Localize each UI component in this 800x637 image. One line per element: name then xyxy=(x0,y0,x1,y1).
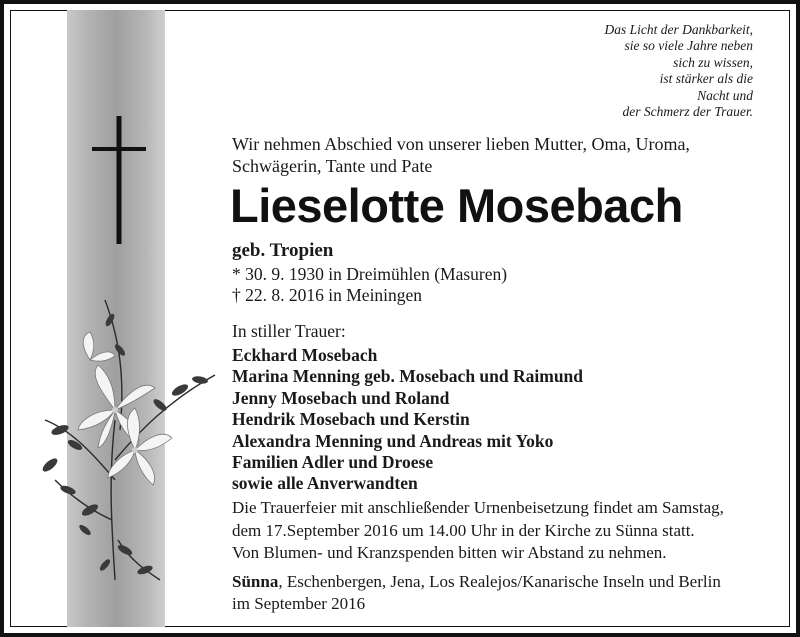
intro-text xyxy=(232,133,690,177)
death-date: † 22. 8. 2016 in Meiningen xyxy=(232,285,423,305)
poem-line: Das Licht der Dankbarkeit, xyxy=(604,22,753,37)
mourner-entry: Jenny Mosebach und Roland xyxy=(232,387,450,408)
poem-line: ist stärker als die xyxy=(659,71,753,87)
intro-line: Wir nehmen Abschied von unserer lieben Mutter, Oma, Uroma, xyxy=(232,134,690,154)
closing-date: im September 2016 xyxy=(232,594,366,613)
closing-places-rest: , Eschenbergen, Jena, Los Realejos/Kanarische Inseln und Berlin xyxy=(278,572,721,591)
mourner-entry: Marina Menning geb. Mosebach und Raimund xyxy=(232,366,584,387)
service-line: Die Trauerfeier mit anschließender Urnenbeisetzung findet am Samstag, xyxy=(232,498,724,517)
mourners-label: In stiller Trauer: xyxy=(232,321,346,341)
birth-name: geb. Tropien xyxy=(232,240,334,261)
mourner-entry: Alexandra Menning und Andreas mit Yoko xyxy=(232,430,554,451)
closing-info xyxy=(232,571,721,615)
poem-line: Nacht und xyxy=(697,87,753,103)
service-info xyxy=(232,497,724,565)
mourner-entry: sowie alle Anverwandten xyxy=(232,473,418,494)
cross-icon xyxy=(92,116,146,244)
mourner-entry: Hendrik Mosebach und Kerstin xyxy=(232,409,470,430)
intro-line: Schwägerin, Tante und Pate xyxy=(232,156,433,176)
poem xyxy=(513,22,753,120)
birth-date: * 30. 9. 1930 in Dreimühlen (Masuren) xyxy=(232,264,508,284)
mourners-list xyxy=(232,345,583,495)
poem-line: sich zu wissen, xyxy=(673,54,753,70)
closing-places xyxy=(232,571,721,593)
mourner-entry: Familien Adler und Droese xyxy=(232,452,434,473)
lily-bouquet-icon xyxy=(20,280,230,590)
service-line: Von Blumen- und Kranzspenden bitten wir Abstand zu nehmen. xyxy=(232,543,667,562)
poem-line: sie so viele Jahre neben xyxy=(624,38,753,54)
mourner-entry: Eckhard Mosebach xyxy=(232,345,378,365)
deceased-name: Lieselotte Mosebach xyxy=(230,179,683,232)
service-line: dem 17.September 2016 um 14.00 Uhr in der Kirche zu Sünna statt. xyxy=(232,520,695,540)
poem-line: der Schmerz der Trauer. xyxy=(622,104,753,120)
life-dates xyxy=(232,264,507,306)
closing-place-main: Sünna xyxy=(232,572,279,591)
